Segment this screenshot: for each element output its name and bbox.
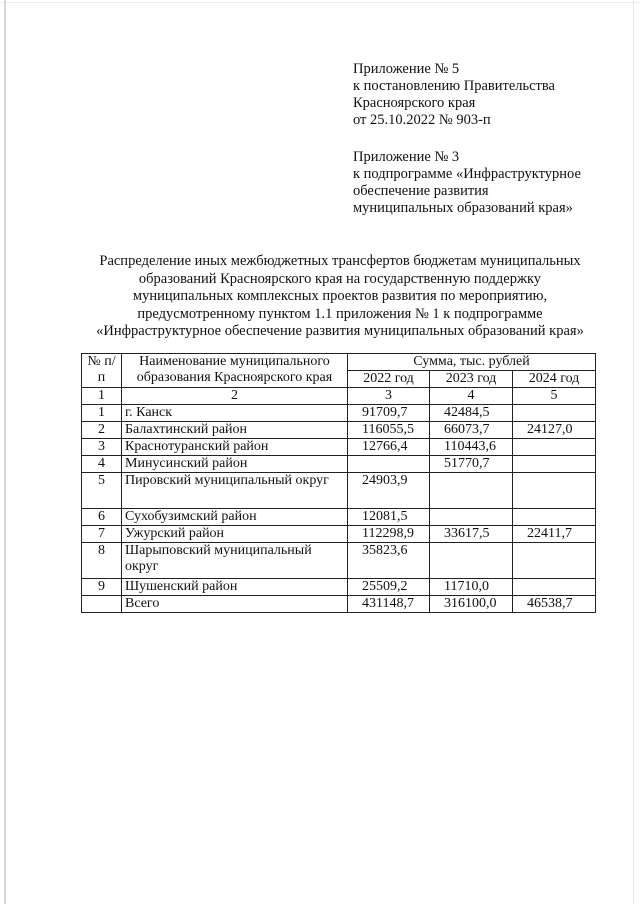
row-2023: 110443,6	[430, 439, 513, 456]
row-name: Балахтинский район	[122, 422, 348, 439]
row-2024	[513, 543, 596, 579]
row-num: 4	[82, 456, 122, 473]
annex-line: от 25.10.2022 № 903-п	[353, 112, 491, 128]
table-row	[82, 422, 596, 439]
title-line: Распределение иных межбюджетных трансфертов бюджетам муниципальных	[99, 253, 581, 269]
row-name: Шушенский район	[122, 579, 348, 596]
header-year-2024: 2024 год	[513, 371, 596, 388]
row-2024	[513, 456, 596, 473]
column-number: 5	[513, 388, 596, 405]
row-2022: 12081,5	[348, 509, 430, 526]
title-line: «Инфраструктурное обеспечение развития муниципальных образований края»	[96, 323, 584, 339]
row-2023: 42484,5	[430, 405, 513, 422]
row-2023	[430, 509, 513, 526]
row-name: Пировский муниципальный округ	[122, 473, 348, 509]
row-2023: 11710,0	[430, 579, 513, 596]
annex-line: обеспечение развития	[353, 183, 489, 199]
row-name: Сухобузимский район	[122, 509, 348, 526]
row-num: 8	[82, 543, 122, 579]
row-num: 1	[82, 405, 122, 422]
row-2023: 66073,7	[430, 422, 513, 439]
column-number: 1	[82, 388, 122, 405]
row-2023	[430, 473, 513, 509]
header-name: Наименование муниципального образования Красноярского края	[122, 354, 348, 388]
table-row	[82, 439, 596, 456]
table-total-row	[82, 596, 596, 613]
header-sum: Сумма, тыс. рублей	[348, 354, 596, 371]
row-2022: 116055,5	[348, 422, 430, 439]
column-numbers-row	[82, 388, 596, 405]
row-2022: 91709,7	[348, 405, 430, 422]
row-2024	[513, 473, 596, 509]
transfers-table	[81, 353, 596, 613]
total-num-empty	[82, 596, 122, 613]
annex-line: Приложение № 5	[353, 61, 460, 77]
row-2023: 51770,7	[430, 456, 513, 473]
row-2022: 112298,9	[348, 526, 430, 543]
document-title	[62, 253, 618, 341]
row-2022: 24903,9	[348, 473, 430, 509]
row-num: 5	[82, 473, 122, 509]
row-2023: 33617,5	[430, 526, 513, 543]
row-num: 2	[82, 422, 122, 439]
row-2024	[513, 439, 596, 456]
column-number: 4	[430, 388, 513, 405]
header-num: № п/п	[82, 354, 122, 388]
row-num: 7	[82, 526, 122, 543]
row-num: 3	[82, 439, 122, 456]
scan-right-edge	[633, 0, 634, 904]
annex-line: Красноярского края	[353, 95, 476, 111]
table-header-row	[82, 354, 596, 371]
table-row	[82, 579, 596, 596]
row-name: Шарыповский муниципальный округ	[122, 543, 348, 579]
row-2024	[513, 509, 596, 526]
header-year-2023: 2023 год	[430, 371, 513, 388]
title-line: предусмотренному пунктом 1.1 приложения № 1 к подпрограмме	[137, 305, 543, 322]
annex-line: к подпрограмме «Инфраструктурное	[353, 166, 581, 182]
table-row	[82, 526, 596, 543]
scan-top-edge	[0, 2, 640, 3]
row-name: Ужурский район	[122, 526, 348, 543]
row-name: г. Канск	[122, 405, 348, 422]
header-year-2022: 2022 год	[348, 371, 430, 388]
annex-5-header	[353, 61, 555, 129]
total-2022: 431148,7	[348, 596, 430, 613]
column-number: 3	[348, 388, 430, 405]
annex-line: к постановлению Правительства	[353, 78, 555, 94]
table-row	[82, 456, 596, 473]
total-2023: 316100,0	[430, 596, 513, 613]
table-row	[82, 473, 596, 509]
title-line: образований Красноярского края на государственную поддержку	[138, 270, 542, 287]
row-name: Минусинский район	[122, 456, 348, 473]
row-2022: 12766,4	[348, 439, 430, 456]
row-name: Краснотуранский район	[122, 439, 348, 456]
title-line: муниципальных комплексных проектов развития по мероприятию,	[132, 288, 548, 304]
scan-left-edge	[4, 0, 6, 904]
table-row	[82, 405, 596, 422]
total-label: Всего	[122, 596, 348, 613]
row-2023	[430, 543, 513, 579]
row-2024: 24127,0	[513, 422, 596, 439]
annex-line: муниципальных образований края»	[353, 200, 573, 216]
row-2022: 35823,6	[348, 543, 430, 579]
total-2024: 46538,7	[513, 596, 596, 613]
annex-line: Приложение № 3	[353, 149, 460, 165]
row-num: 9	[82, 579, 122, 596]
row-2024	[513, 579, 596, 596]
row-num: 6	[82, 509, 122, 526]
column-number: 2	[122, 388, 348, 405]
table-row	[82, 509, 596, 526]
annex-3-header	[353, 149, 581, 217]
table-row	[82, 543, 596, 579]
row-2022: 25509,2	[348, 579, 430, 596]
row-2024	[513, 405, 596, 422]
row-2024: 22411,7	[513, 526, 596, 543]
row-2022	[348, 456, 430, 473]
